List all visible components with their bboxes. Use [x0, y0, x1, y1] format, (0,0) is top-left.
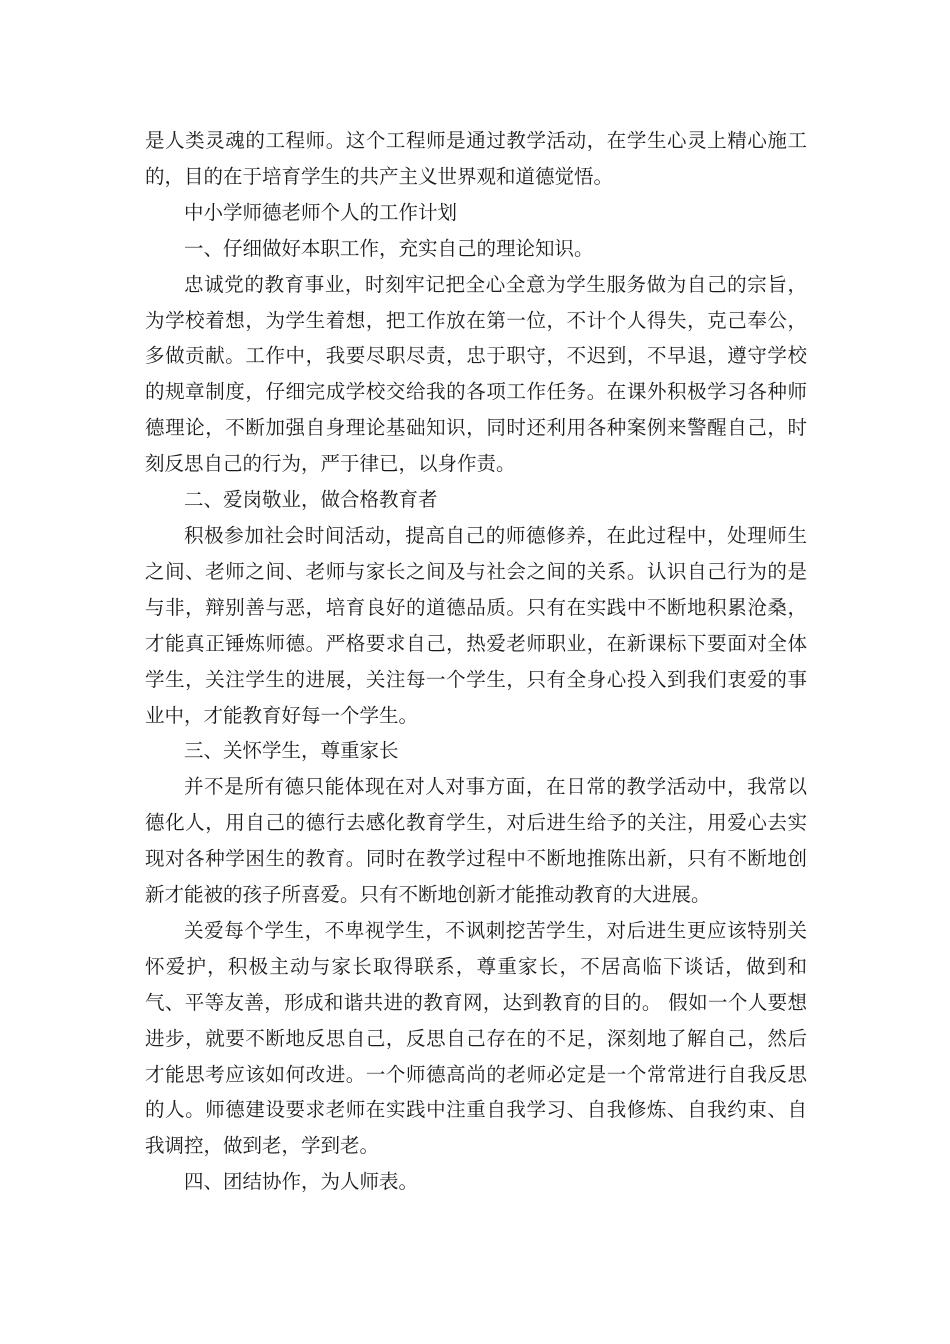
- section-heading-4: 四、团结协作，为人师表。: [184, 1170, 419, 1194]
- paragraph-section-2: 积极参加社会时间活动，提高自己的师德修养，在此过程中，处理师生之间、老师之间、老师与家长之间及与社会之间的关系。认识自己行为的是与非，辩别善与恶，培育良好的道德品质。只有在实践中不断地积累沧桑，才能真正锤炼师德。严格要求自己，热爱老师职业，在新课标下要面对全体学生，关注学生的进展，关注每一个学生，只有全身心投入到我们衷爱的事业中，才能教育好每一个学生。: [145, 523, 807, 727]
- document-body: [145, 123, 807, 1200]
- section-heading-2: 二、爱岗敬业，做合格教育者: [184, 488, 438, 512]
- paragraph-section-3b: 关爱每个学生，不卑视学生，不讽刺挖苦学生，对后进生更应该特别关怀爱护，积极主动与家长取得联系，尊重家长，不居高临下谈话，做到和气、平等友善，形成和谐共进的教育网，达到教育的目的。 假如一个人要想进步，就要不断地反思自己，反思自己存在的不足，深刻地了解自己，然后才能思考应该如何改进。一个师德高尚的老师必定是一个常常进行自我反思的人。师德建设要求老师在实践中注重自我学习、自我修炼、自我约束、自我调控，做到老，学到老。: [145, 918, 807, 1158]
- document-title: 中小学师德老师个人的工作计划: [184, 200, 458, 224]
- paragraph-1: 是人类灵魂的工程师。这个工程师是通过教学活动，在学生心灵上精心施工的，目的在于培育学生的共产主义世界观和道德觉悟。: [145, 129, 807, 188]
- paragraph-section-3a: 并不是所有德只能体现在对人对事方面，在日常的教学活动中，我常以德化人，用自己的德行去感化教育学生，对后进生给予的关注，用爱心去实现对各种学困生的教育。同时在教学过程中不断地推陈出新，只有不断地创新才能被的孩子所喜爱。只有不断地创新才能推动教育的大进展。: [145, 775, 807, 907]
- section-heading-3: 三、关怀学生，尊重家长: [184, 739, 399, 763]
- paragraph-section-1: 忠诚党的教育事业，时刻牢记把全心全意为学生服务做为自己的宗旨，为学校着想，为学生着想，把工作放在第一位，不计个人得失，克己奉公，多做贡献。工作中，我要尽职尽责，忠于职守，不迟到，不早退，遵守学校的规章制度，仔细完成学校交给我的各项工作任务。在课外积极学习各种师德理论，不断加强自身理论基础知识，同时还利用各种案例来警醒自己，时刻反思自己的行为，严于律已，以身作责。: [145, 272, 807, 476]
- section-heading-1: 一、仔细做好本职工作，充实自己的理论知识。: [184, 236, 594, 260]
